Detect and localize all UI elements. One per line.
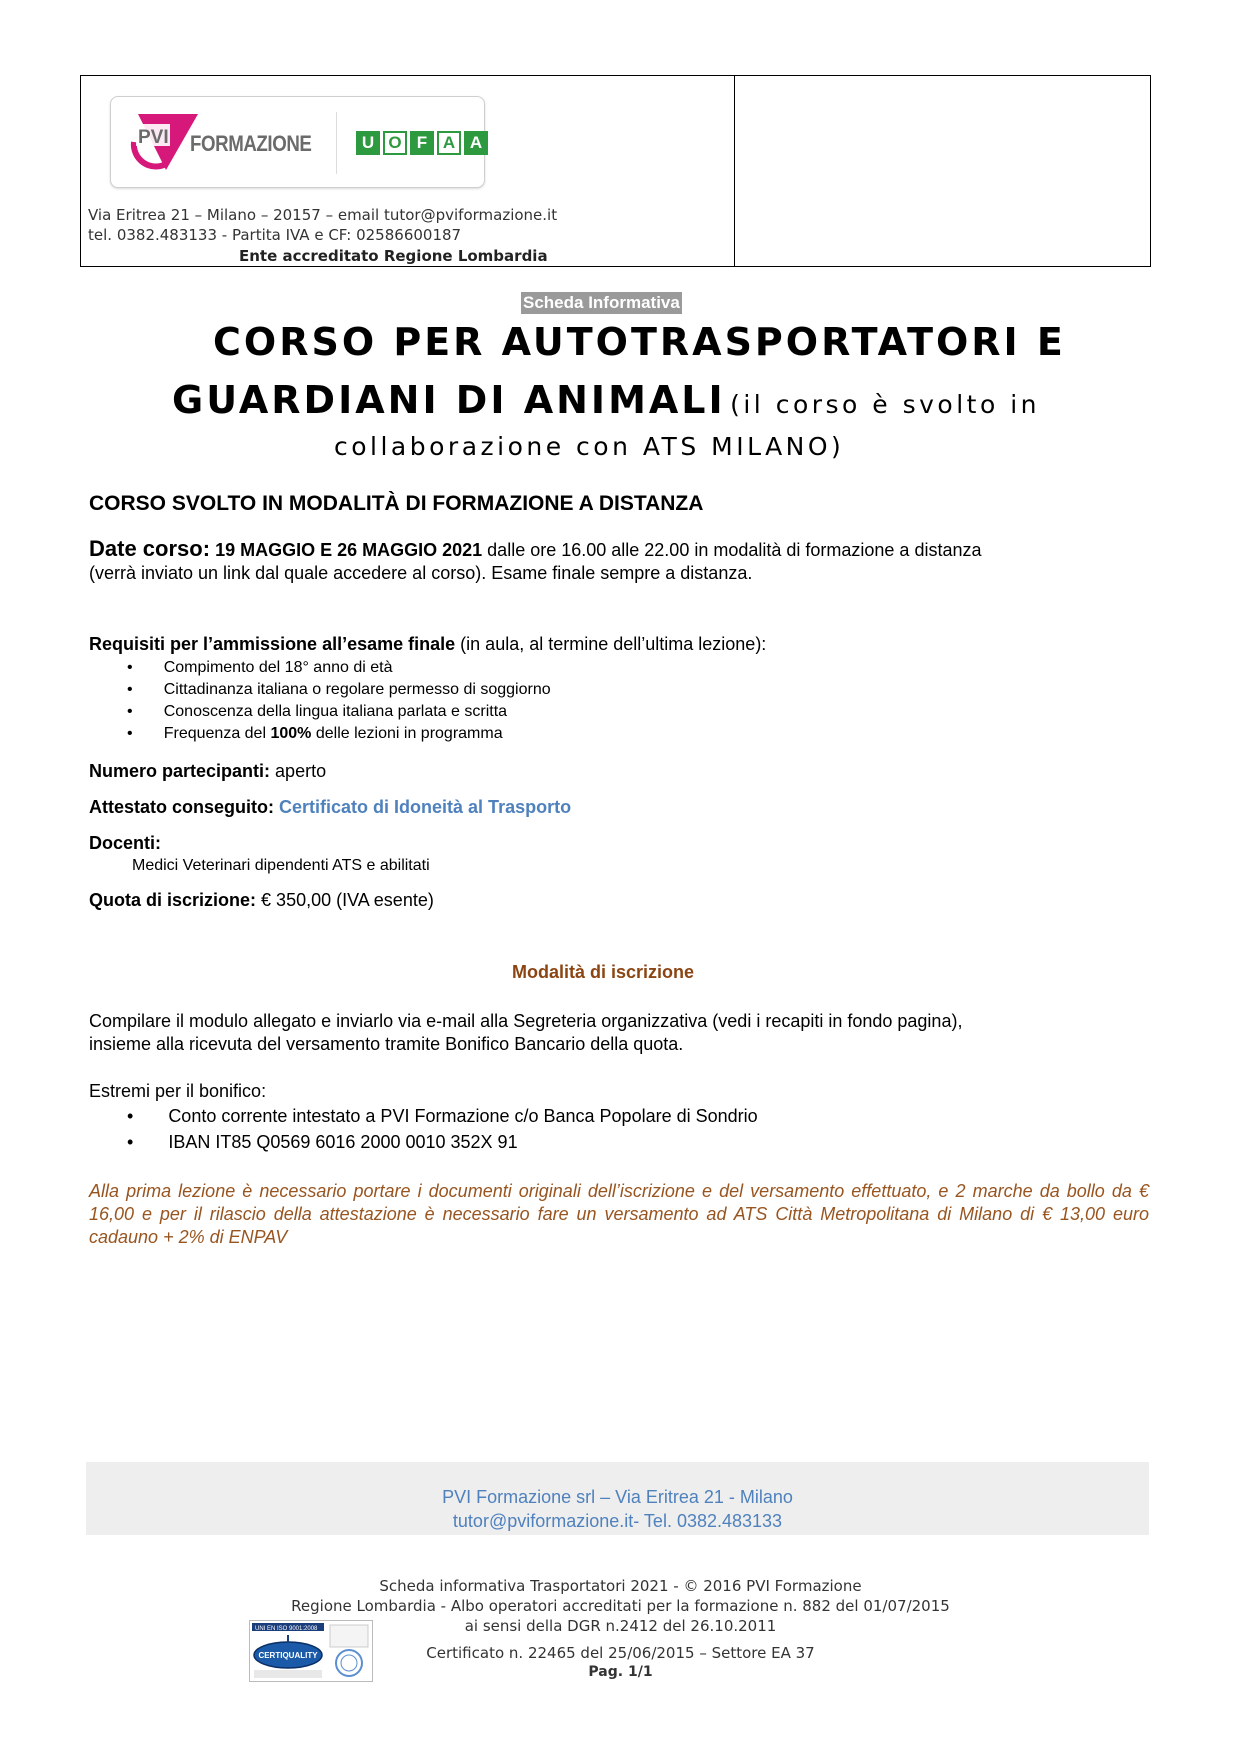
- fee-value: € 350,00 (IVA esente): [261, 890, 434, 910]
- footer-line-4: Certificato n. 22465 del 25/06/2015 – Settore EA 37: [426, 1644, 815, 1662]
- enroll-line-1: Compilare il modulo allegato e inviarlo via e-mail alla Segreteria organizzativa (vedi i recapiti in fondo pagina),: [89, 1011, 963, 1031]
- requirements-heading: [89, 634, 1149, 655]
- page-number: Pag. 1/1: [588, 1664, 653, 1680]
- teachers-value: Medici Veterinari dipendenti ATS e abilitati: [132, 857, 430, 874]
- participants-value: aperto: [275, 761, 327, 781]
- footer-line-3: ai sensi della DGR n.2412 del 26.10.2011: [464, 1617, 777, 1635]
- list-item: • Compimento del 18° anno di età: [127, 659, 393, 676]
- uofaa-letter: A: [464, 131, 488, 155]
- doc-label: Scheda Informativa: [523, 293, 680, 312]
- participants-label: Numero partecipanti:: [89, 761, 271, 781]
- title-line-1: CORSO PER AUTOTRASPORTATORI E: [213, 320, 1066, 364]
- certiquality-icon: [250, 1621, 372, 1681]
- certificate-line: [89, 797, 1149, 818]
- footer-contact-1: PVI Formazione srl – Via Eritrea 21 - Milano: [442, 1487, 793, 1507]
- enroll-heading: Modalità di iscrizione: [512, 962, 695, 982]
- bank-label: Estremi per il bonifico:: [89, 1081, 267, 1101]
- requirements-note: (in aula, al termine dell’ultima lezione):: [460, 634, 767, 654]
- logo-separator: [336, 112, 337, 174]
- certificate-label: Attestato conseguito:: [89, 797, 275, 817]
- uofaa-letter: U: [356, 131, 380, 155]
- uofaa-letter: F: [410, 131, 434, 155]
- uofaa-letter: A: [437, 131, 461, 155]
- fee-label: Quota di iscrizione:: [89, 890, 257, 910]
- list-item: • IBAN IT85 Q0569 6016 2000 0010 352X 91: [127, 1132, 518, 1152]
- list-item: • Conto corrente intestato a PVI Formazione c/o Banca Popolare di Sondrio: [127, 1106, 758, 1126]
- title-line-2-bold: GUARDIANI DI ANIMALI: [172, 378, 726, 422]
- teachers-label: Docenti:: [89, 833, 161, 853]
- date-value: 19 MAGGIO E 26 MAGGIO 2021: [215, 540, 483, 560]
- address-line-2: tel. 0382.483133 - Partita IVA e CF: 02586600187: [88, 226, 462, 244]
- date-line-2: (verrà inviato un link dal quale accedere al corso). Esame finale sempre a distanza.: [89, 563, 753, 583]
- footer-contact-2: tutor@pviformazione.it- Tel. 0382.483133: [452, 1511, 783, 1531]
- date-line-1: [89, 536, 1149, 562]
- pvi-logo-icon: [126, 112, 200, 172]
- title-line-2: [172, 378, 1040, 422]
- svg-text:CERTIQUALITY: CERTIQUALITY: [258, 1651, 318, 1660]
- date-rest: dalle ore 16.00 alle 22.00 in modalità di formazione a distanza: [487, 540, 982, 560]
- logo-text: FORMAZIONE: [190, 131, 312, 156]
- accreditation-line: Ente accreditato Regione Lombardia: [239, 247, 548, 265]
- mode-heading: CORSO SVOLTO IN MODALITÀ DI FORMAZIONE A DISTANZA: [89, 492, 704, 515]
- address-line-1: Via Eritrea 21 – Milano – 20157 – email tutor@pviformazione.it: [88, 206, 558, 224]
- footer-line-2: Regione Lombardia - Albo operatori accreditati per la formazione n. 882 del 01/07/2015: [291, 1597, 950, 1615]
- important-note: Alla prima lezione è necessario portare i documenti originali dell’iscrizione e del versamento effettuato, e 2 marche da bollo da € 16,00 e per il rilascio della attestazione è necessario fare un versamento ad ATS Città Metropolitana di Milano di € 13,00 euro cadauno + 2% di ENPAV: [89, 1181, 1149, 1247]
- list-item: • Cittadinanza italiana o regolare permesso di soggiorno: [127, 681, 551, 698]
- date-label: Date corso:: [89, 536, 211, 561]
- title-line-2-rest: (il corso è svolto in: [730, 390, 1041, 419]
- pvi-logo-prefix: PVI: [138, 127, 169, 148]
- fee-line: [89, 890, 1149, 911]
- participants-line: [89, 761, 1149, 782]
- uofaa-letter: O: [383, 131, 407, 155]
- footer-line-1: Scheda informativa Trasportatori 2021 - © 2016 PVI Formazione: [379, 1577, 862, 1595]
- uofaa-logo: [356, 131, 488, 155]
- requirements-label: Requisiti per l’ammissione all’esame finale: [89, 634, 456, 654]
- enroll-line-2: insieme alla ricevuta del versamento tramite Bonifico Bancario della quota.: [89, 1034, 684, 1054]
- certification-logo: [249, 1620, 373, 1682]
- svg-text:UNI EN ISO 9001:2008: UNI EN ISO 9001:2008: [255, 1626, 318, 1632]
- certificate-value: Certificato di Idoneità al Trasporto: [279, 797, 572, 817]
- title-line-3: collaborazione con ATS MILANO): [334, 432, 845, 461]
- list-item: • Frequenza del 100% delle lezioni in programma: [127, 725, 503, 742]
- header-divider: [734, 75, 735, 267]
- list-item: • Conoscenza della lingua italiana parlata e scritta: [127, 703, 508, 720]
